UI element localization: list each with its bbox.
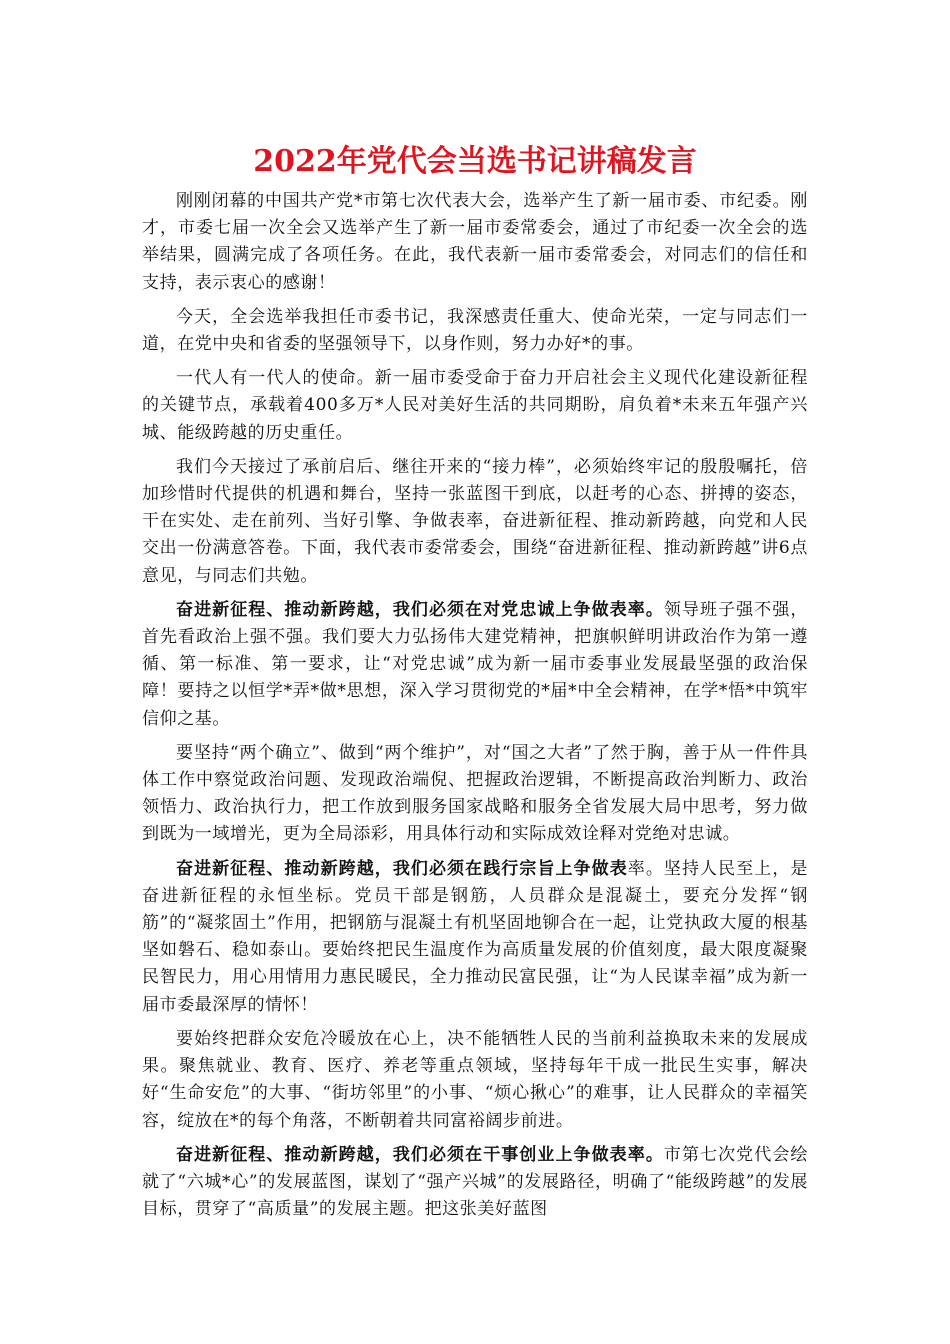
paragraph-text: 领导班子强不强，首先看政治上强不强。我们要大力弘扬伟大建党精神，把旗帜鲜明讲政治作为第一遵循、第一标准、第一要求，让“对党忠诚”成为新一届市委事业发展最坚强的政治保障！要持之以恒学*弄*做*思想，深入学习贯彻党的*届*中全会精神，在学*悟*中筑牢信仰之基。 [142,599,808,729]
paragraph-text: 要始终把群众安危冷暖放在心上，决不能牺牲人民的当前利益换取未来的发展成果。聚焦就业、教育、医疗、养老等重点领域，坚持每年干成一批民生实事，解决好“生命安危”的大事、“街坊邻里”的小事、“烦心揪心”的难事，让人民群众的幸福笑容，绽放在*的每个角落，不断朝着共同富裕阔步前进。 [142,1028,808,1131]
paragraph-lead: 奋进新征程、推动新跨越，我们必须在对党忠诚上争做表率。 [176,599,664,620]
paragraph [142,188,808,297]
paragraph [142,304,808,358]
paragraph [142,740,808,849]
paragraph [142,1026,808,1135]
paragraph-text: 率。坚持人民至上，是奋进新征程的永恒坐标。党员干部是钢筋，人员群众是混凝土，要充分发挥“钢筋”的“凝浆固土”作用，把钢筋与混凝土有机坚固地铆合在一起，让党执政大厦的根基坚如磐石、稳如泰山。要始终把民生温度作为高质量发展的价值刻度，最大限度凝聚民智民力，用心用情用力惠民暖民，全力推动民富民强，让“为人民谋幸福”成为新一届市委最深厚的情怀！ [142,858,809,1015]
paragraph-text: 一代人有一代人的使命。新一届市委受命于奋力开启社会主义现代化建设新征程的关键节点，承载着400多万*人民对美好生活的共同期盼，肩负着*未来五年强产兴城、能级跨越的历史重任。 [142,368,808,443]
paragraph [142,454,808,590]
paragraph-text: 刚刚闭幕的中国共产党*市第七次代表大会，选举产生了新一届市委、市纪委。刚才，市委七届一次全会又选举产生了新一届市委常委会，通过了市纪委一次全会的选举结果，圆满完成了各项任务。在此，我代表新一届市委常委会，对同志们的信任和支持，表示衷心的感谢！ [142,191,808,293]
paragraph-lead: 奋进新征程、推动新跨越，我们必须在干事创业上争做表率。 [176,1144,664,1165]
paragraph [142,365,808,447]
paragraph [142,856,808,1019]
paragraph-text: 今天，全会选举我担任市委书记，我深感责任重大、使命光荣，一定与同志们一道，在党中央和省委的坚强领导下，以身作则，努力办好*的事。 [142,306,808,355]
paragraph-text: 要坚持“两个确立”、做到“两个维护”，对“国之大者”了然于胸，善于从一件件具体工作中察觉政治问题、发现政治端倪、把握政治逻辑，不断提高政治判断力、政治领悟力、政治执行力，把工作放到服务国家战略和服务全省发展大局中思考，努力做到既为一域增光，更为全局添彩，用具体行动和实际成效诠释对党绝对忠诚。 [142,742,808,845]
paragraph-text: 我们今天接过了承前启后、继往开来的“接力棒”，必须始终牢记的殷殷嘱托，倍加珍惜时代提供的机遇和舞台，坚持一张蓝图干到底，以赶考的心态、拼搏的姿态，干在实处、走在前列、当好引擎、争做表率，奋进新征程、推动新跨越，向党和人民交出一份满意答卷。下面，我代表市委常委会，围绕“奋进新征程、推动新跨越”讲6点意见，与同志们共勉。 [142,456,808,586]
paragraph [142,597,808,733]
document-title: 2022年党代会当选书记讲稿发言 [253,144,697,179]
paragraph [142,1142,808,1224]
paragraph-text: 市第七次党代会绘就了“六城*心”的发展蓝图，谋划了“强产兴城”的发展路径，明确了“能级跨越”的发展目标，贯穿了“高质量”的发展主题。把这张美好蓝图 [142,1144,808,1220]
paragraph-lead: 奋进新征程、推动新跨越，我们必须在践行宗旨上争做表 [176,858,628,879]
